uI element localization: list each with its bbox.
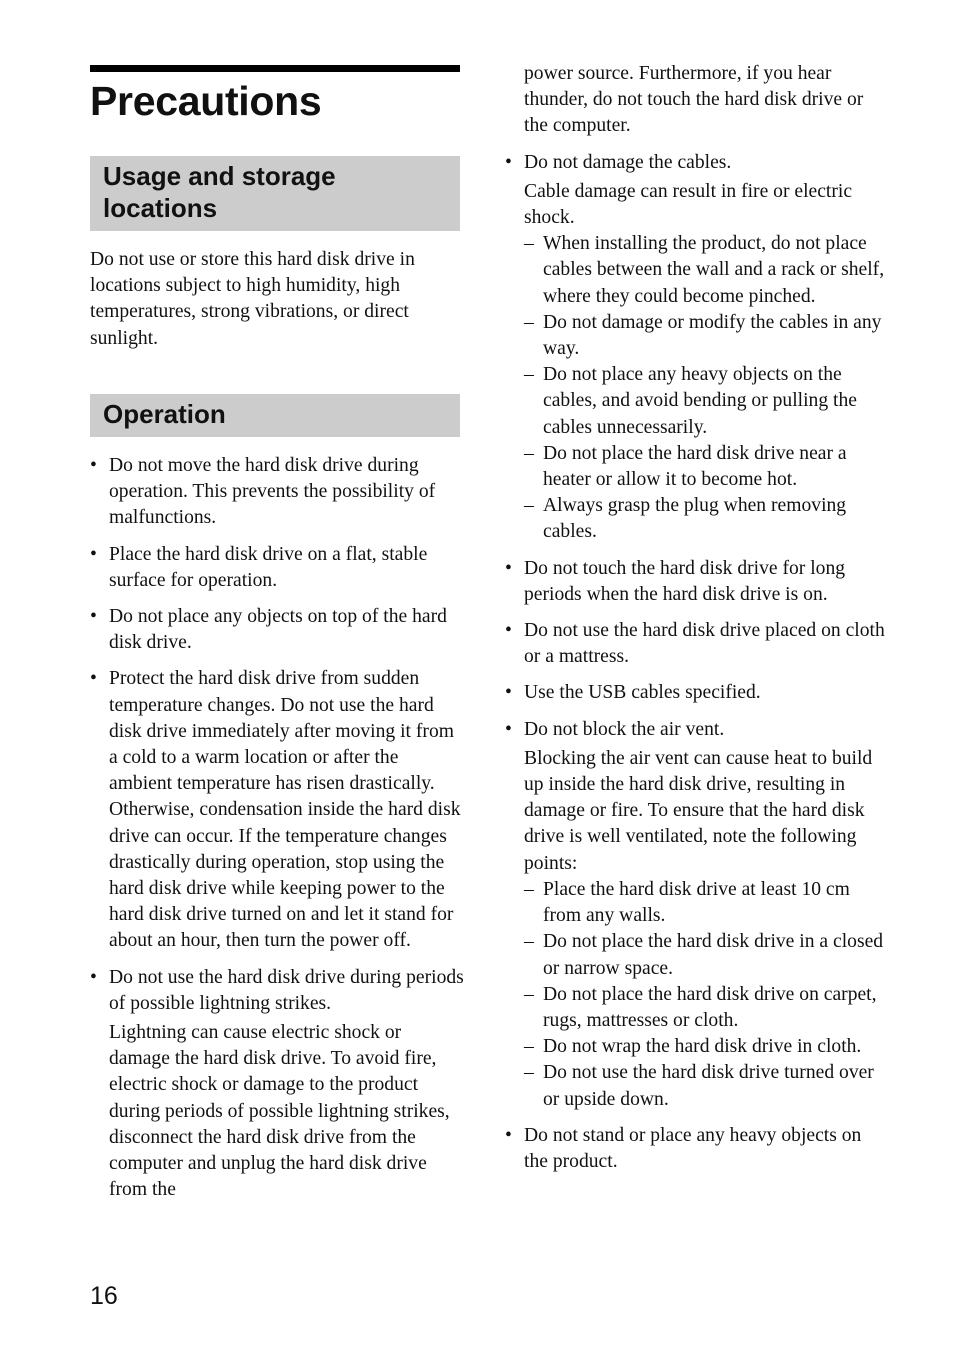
list-item	[505, 556, 885, 608]
item-text: Protect the hard disk drive from sudden temperature changes. Do not use the hard disk drive immediately after moving it from a cold to a warm location or after the ambient temperature has risen drastically. Otherwise, condensation inside the hard disk drive can occur. If the temperature changes drastically during operation, stop using the hard disk drive while keeping power to the hard disk drive turned on and let it stand for about an hour, then turn the power off.	[109, 668, 461, 952]
sub-item: – Do not use the hard disk drive turned over or upside down.	[524, 1060, 885, 1112]
list-item	[505, 1123, 885, 1175]
sub-item: – Do not place the hard disk drive near a heater or allow it to become hot.	[524, 441, 885, 493]
item-text: Do not damage the cables.	[524, 151, 732, 173]
item-note: Blocking the air vent can cause heat to build up inside the hard disk drive, resulting in damage or fire. To ensure that the hard disk drive is well ventilated, note the following points:	[524, 747, 873, 874]
title-rule	[90, 65, 460, 72]
section-operation-header	[90, 394, 460, 437]
operation-list-left	[90, 453, 465, 1213]
section-heading: Usage and storage locations	[103, 161, 336, 223]
sub-item: – Do not wrap the hard disk drive in cloth.	[524, 1034, 885, 1060]
continued-text: power source. Furthermore, if you hear thunder, do not touch the hard disk drive or the computer.	[524, 63, 864, 137]
list-item	[90, 965, 465, 1204]
item-text: Place the hard disk drive on a flat, stable surface for operation.	[109, 543, 428, 591]
item-text: Do not touch the hard disk drive for long periods when the hard disk drive is on.	[524, 557, 846, 605]
list-item	[505, 717, 885, 1113]
sub-item: – Place the hard disk drive at least 10 cm from any walls.	[524, 877, 885, 929]
list-item	[90, 604, 465, 656]
item-text: Do not use the hard disk drive placed on cloth or a mattress.	[524, 620, 885, 668]
section-usage-header	[90, 156, 460, 231]
usage-paragraph: Do not use or store this hard disk drive in locations subject to high humidity, high temperatures, strong vibrations, or direct sunlight.	[90, 249, 415, 349]
item-text: Do not use the hard disk drive during periods of possible lightning strikes.	[109, 966, 464, 1014]
list-item	[505, 150, 885, 546]
item-note: Lightning can cause electric shock or damage the hard disk drive. To avoid fire, electric shock or damage to the product during periods of possible lightning strikes, disconnect the hard disk drive from the computer and unplug the hard disk drive from the	[109, 1022, 450, 1201]
sub-item: – When installing the product, do not place cables between the wall and a rack or shelf, where they could become pinched.	[524, 231, 885, 310]
sub-item: – Do not place the hard disk drive on carpet, rugs, mattresses or cloth.	[524, 982, 885, 1034]
item-text: Do not block the air vent.	[524, 718, 725, 740]
list-item	[90, 453, 465, 532]
list-item	[90, 666, 465, 954]
sub-item: – Always grasp the plug when removing cables.	[524, 493, 885, 545]
item-note: Cable damage can result in fire or electric shock.	[524, 180, 853, 229]
section-heading: Operation	[103, 399, 226, 429]
sub-item: – Do not damage or modify the cables in any way.	[524, 310, 885, 362]
list-item	[90, 542, 465, 594]
item-text: Do not move the hard disk drive during operation. This prevents the possibility of malfunctions.	[109, 455, 436, 529]
sub-item: – Do not place the hard disk drive in a closed or narrow space.	[524, 929, 885, 981]
operation-list-right	[505, 61, 885, 1185]
list-item	[505, 618, 885, 670]
page-title: Precautions	[90, 78, 322, 124]
item-text: Do not place any objects on top of the hard disk drive.	[109, 606, 447, 654]
item-text: Use the USB cables specified.	[524, 682, 761, 704]
list-item	[505, 680, 885, 706]
item-text: Do not stand or place any heavy objects on the product.	[524, 1124, 862, 1172]
sub-item: – Do not place any heavy objects on the cables, and avoid bending or pulling the cables unnecessarily.	[524, 362, 885, 441]
page-number: 16	[90, 1282, 118, 1310]
